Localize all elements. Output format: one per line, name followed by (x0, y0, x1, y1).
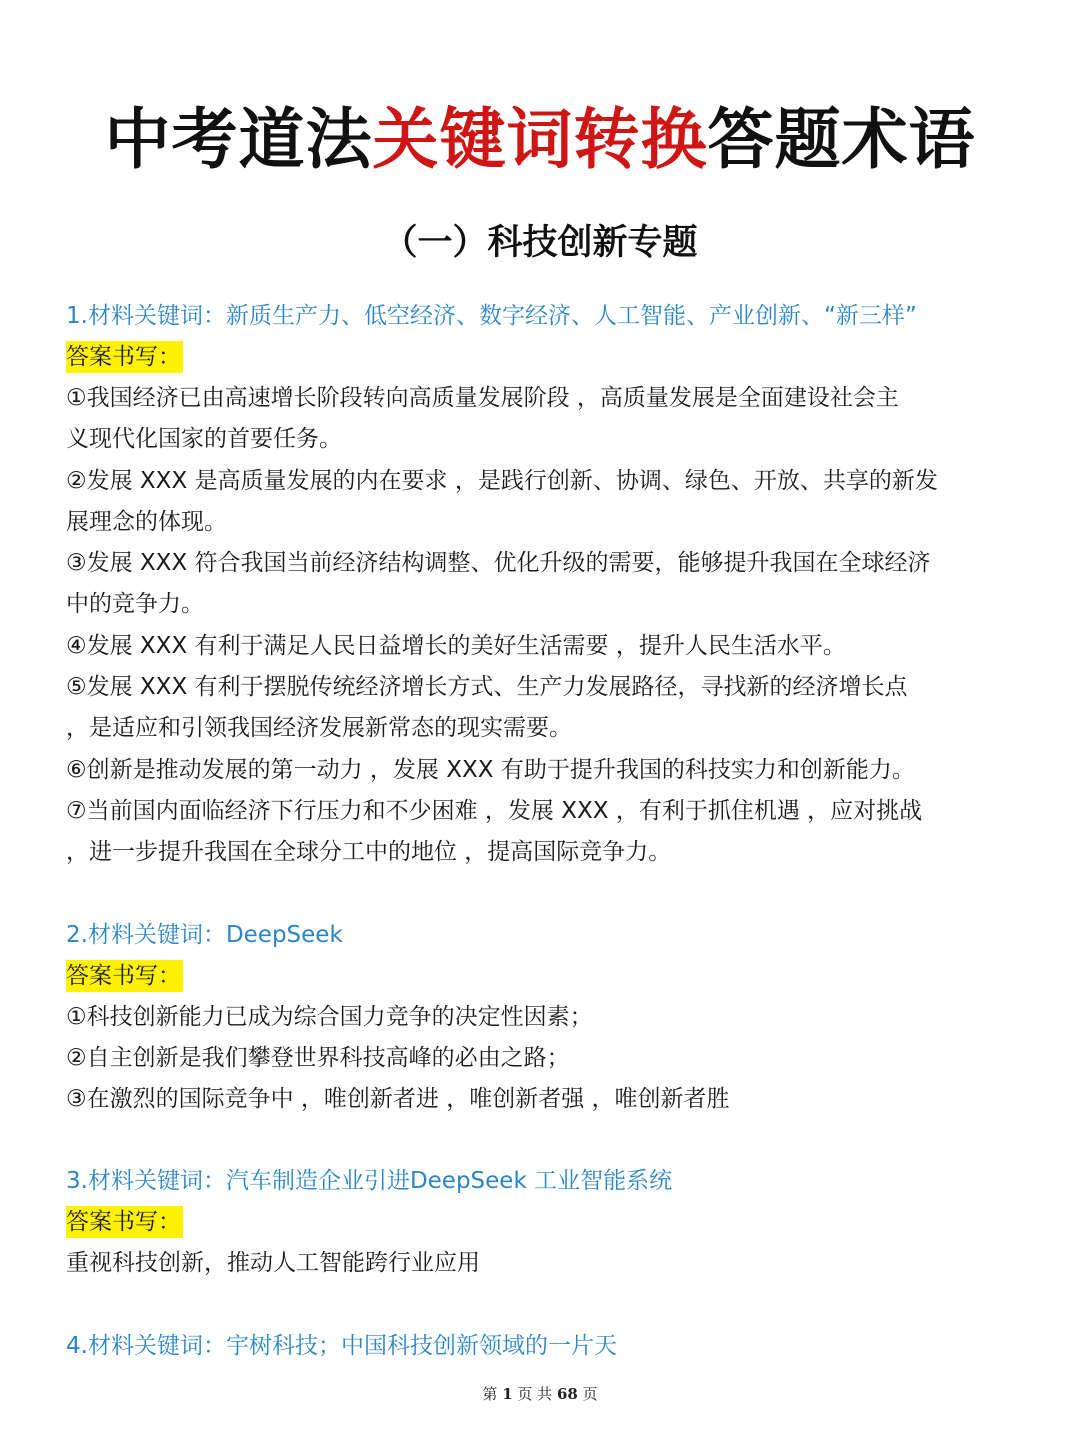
section-subtitle: （一）科技创新专题 (382, 223, 698, 263)
answer-label (66, 1202, 1016, 1243)
footer-page-number: 1 (502, 1385, 513, 1403)
footer-suffix: 页 (577, 1385, 598, 1403)
section-2 (66, 915, 1016, 1121)
section-3 (66, 1161, 1016, 1284)
section-4 (66, 1326, 1016, 1367)
section-keyword: 4.材料关键词：宇树科技；中国科技创新领域的一片天 (66, 1332, 617, 1359)
answer-line: ，是适应和引领我国经济发展新常态的现实需要。 (66, 715, 572, 742)
footer-prefix: 第 (482, 1385, 503, 1403)
answer-line: 重视科技创新，推动人工智能跨行业应用 (66, 1250, 480, 1277)
section-keyword: 2.材料关键词：DeepSeek (66, 921, 343, 948)
answer-line: ①我国经济已由高速增长阶段转向高质量发展阶段 ，高质量发展是全面建设社会主 (66, 385, 899, 411)
title-part-2-highlight: 关键词转换 (372, 101, 708, 178)
footer-middle: 页 共 (512, 1385, 557, 1403)
content-body (66, 296, 1016, 1367)
answer-label-highlight: 答案书写： (66, 341, 183, 373)
page-footer (0, 1383, 1080, 1405)
answer-line: ③在激烈的国际竞争中 ，唯创新者进 ，唯创新者强 ，唯创新者胜 (66, 1086, 730, 1113)
answer-line: ④发展 XXX 有利于满足人民日益增长的美好生活需要 ，提升人民生活水平。 (66, 632, 846, 659)
answer-line: 义现代化国家的首要任务。 (66, 426, 342, 453)
answer-line: 中的竞争力。 (66, 591, 204, 618)
answer-line: ②自主创新是我们攀登世界科技高峰的必由之路； (66, 1044, 570, 1071)
section-spacer (66, 1285, 1016, 1326)
answer-line: ⑤发展 XXX 有利于摆脱传统经济增长方式、生产力发展路径，寻找新的经济增长点 (66, 674, 908, 701)
title-part-1: 中考道法 (104, 101, 373, 178)
answer-line: ⑥创新是推动发展的第一动力 ，发展 XXX 有助于提升我国的科技实力和创新能力。 (66, 756, 915, 783)
answer-label-highlight: 答案书写： (66, 960, 183, 992)
answer-line: 展理念的体现。 (66, 508, 227, 535)
footer-total-pages: 68 (556, 1385, 578, 1403)
answer-label (66, 956, 1016, 997)
answer-line: ②发展 XXX 是高质量发展的内在要求 ，是践行创新、协调、绿色、开放、共享的新发 (66, 467, 938, 494)
section-keyword: 3.材料关键词：汽车制造企业引进DeepSeek 工业智能系统 (66, 1168, 673, 1195)
page-title (0, 100, 1080, 180)
answer-label (66, 337, 1016, 378)
section-spacer (66, 874, 1016, 915)
answer-line: ⑦当前国内面临经济下行压力和不少困难 ，发展 XXX ，有利于抓住机遇 ，应对挑战 (66, 797, 923, 824)
section-1 (66, 296, 1016, 874)
answer-line: ③发展 XXX 符合我国当前经济结构调整、优化升级的需要，能够提升我国在全球经济 (66, 550, 931, 577)
section-keyword: 1.材料关键词：新质生产力、低空经济、数字经济、人工智能、产业创新、“新三样” (66, 303, 917, 329)
answer-label-highlight: 答案书写： (66, 1206, 183, 1238)
answer-line: ，进一步提升我国在全球分工中的地位 ，提高国际竞争力。 (66, 839, 672, 866)
title-part-3: 答题术语 (707, 101, 976, 178)
section-spacer (66, 1120, 1016, 1161)
answer-line: ①科技创新能力已成为综合国力竞争的决定性因素； (66, 1003, 593, 1030)
